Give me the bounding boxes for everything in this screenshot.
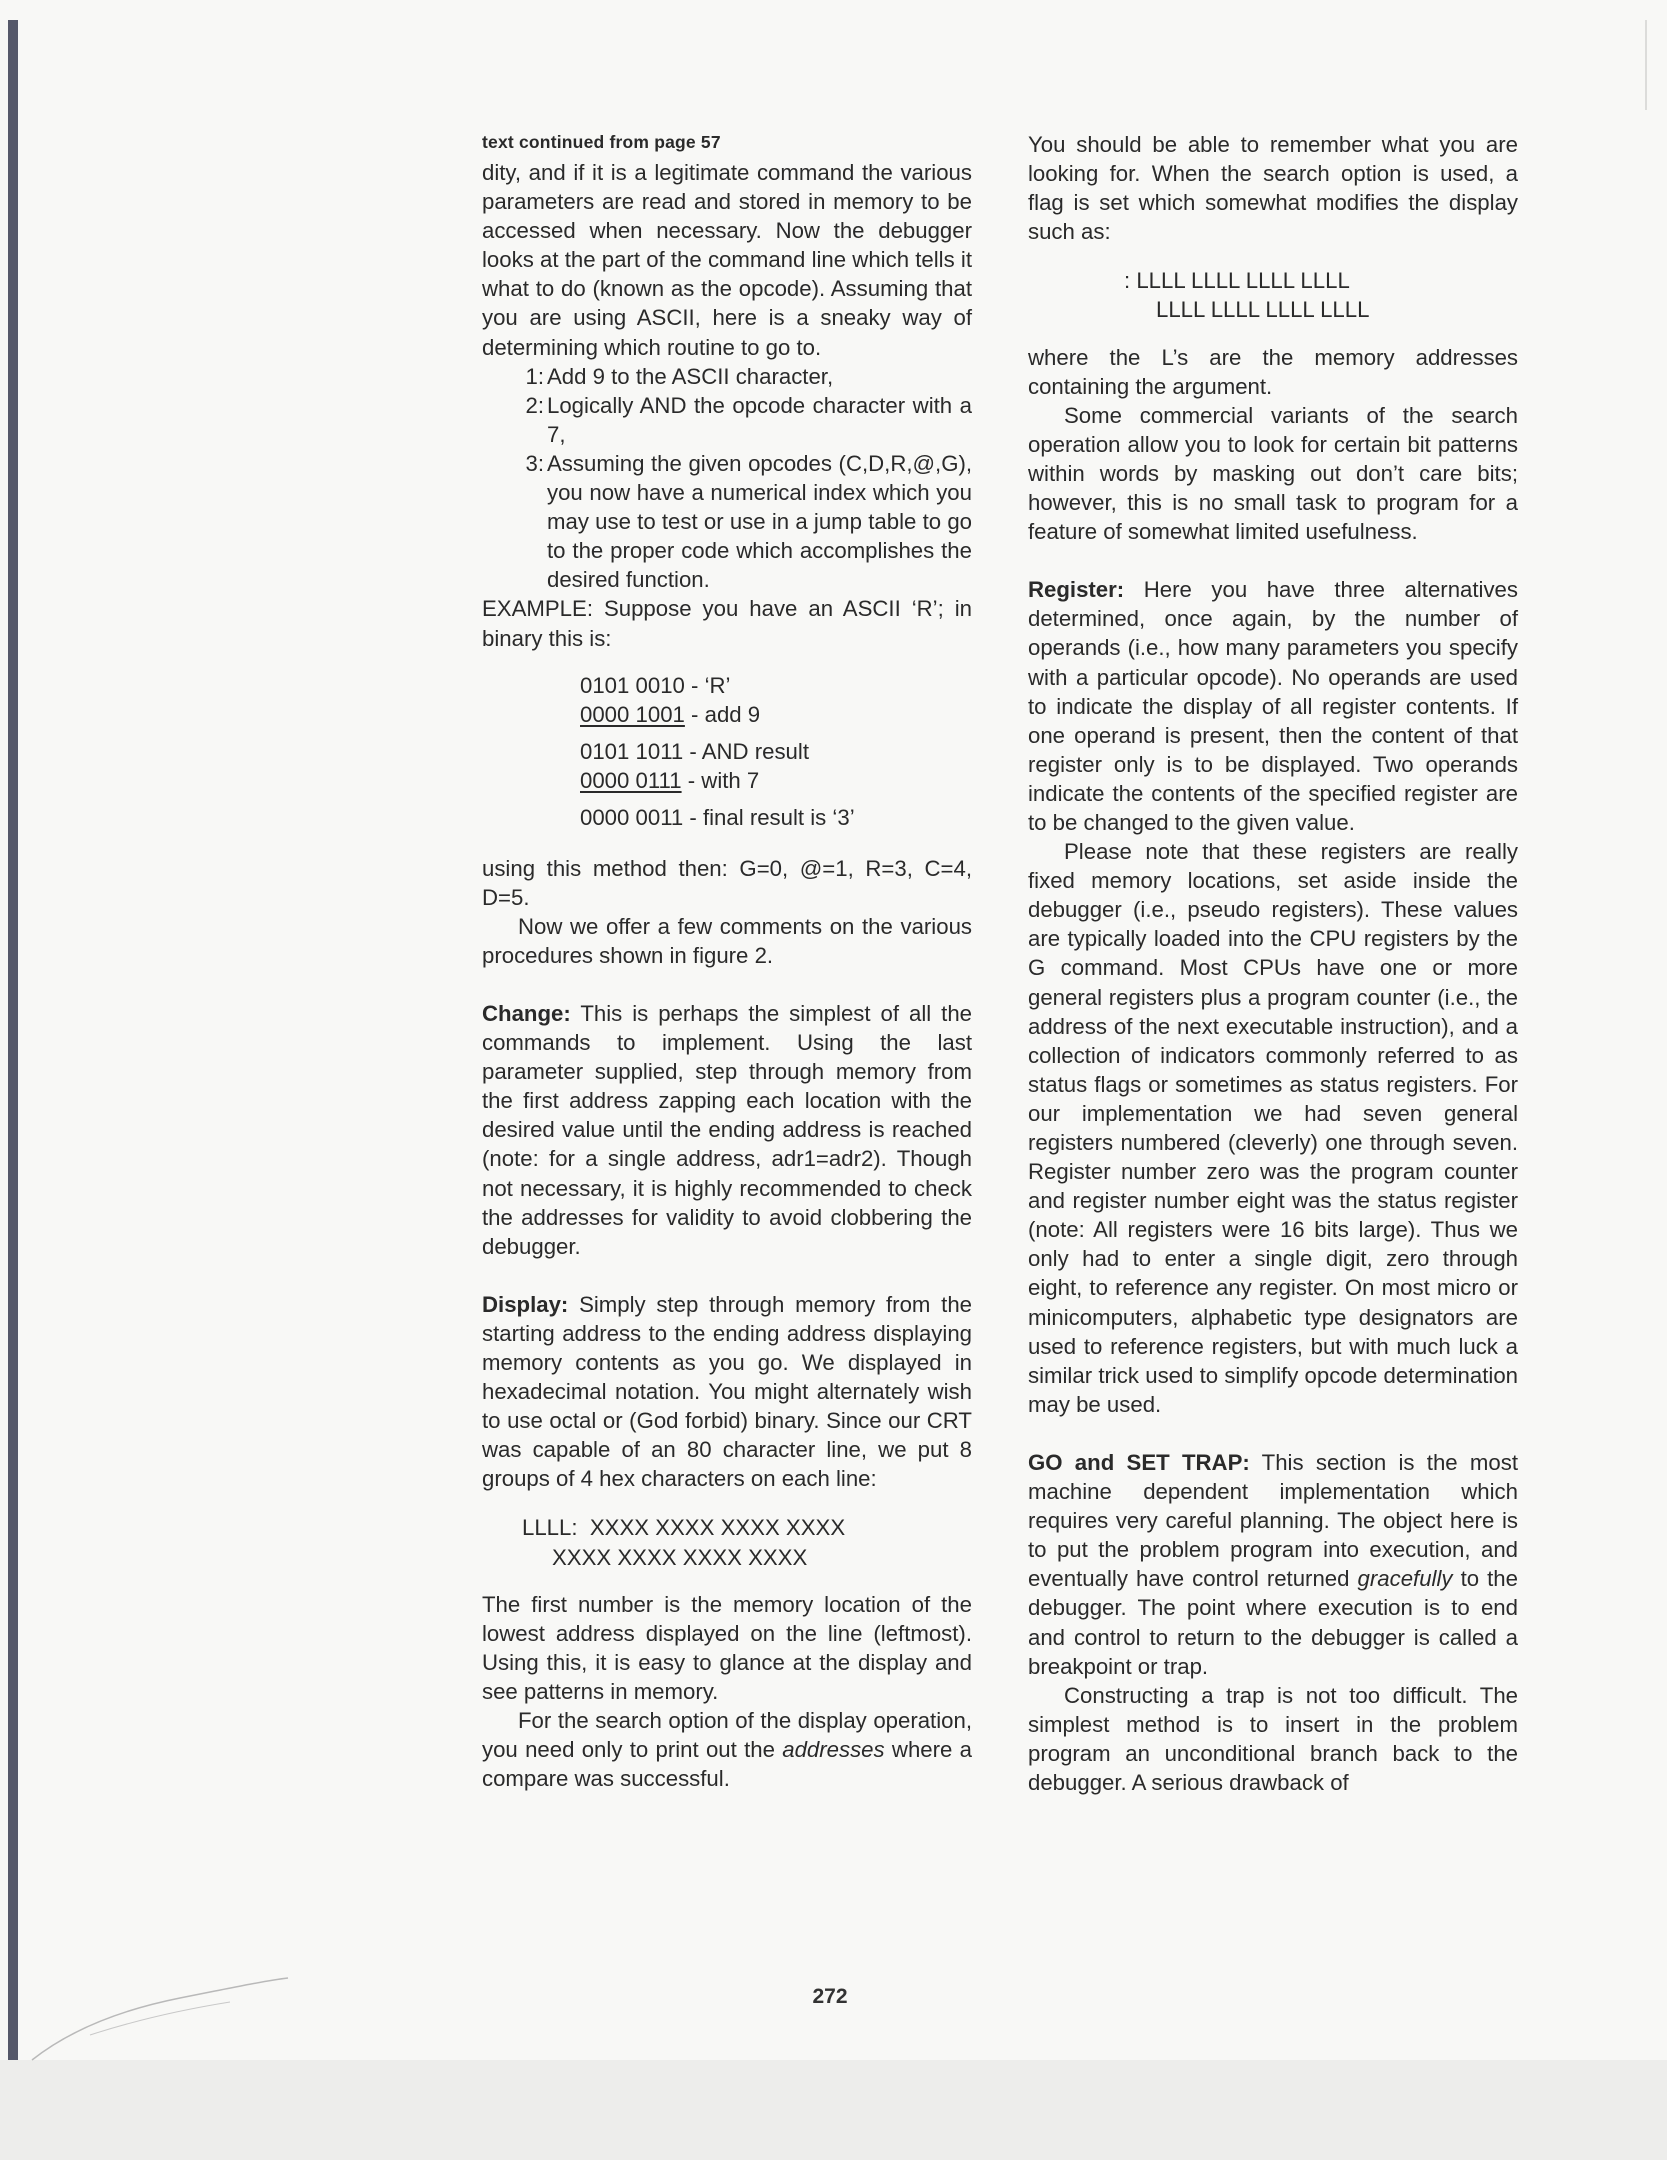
binding-edge bbox=[8, 20, 18, 2060]
change-paragraph: Change: This is perhaps the simplest of all the commands to implement. Using the last parameter supplied, step through memory from the first address zapping each location with the desired value until the ending address is reached (note: for a single address, adr1=adr2). Though not necessary, it is highly recommended to check the addresses for validity to avoid clobbering the debugger. bbox=[482, 1000, 972, 1259]
display-paragraph: Display: Simply step through memory from the starting address to the ending address displaying memory contents as you go. We displayed in hexadecimal notation. You might alternately wish to use octal or (God forbid) binary. Since our CRT was capable of an 80 character line, we put 8 groups of 4 hex characters on each line: bbox=[482, 1291, 972, 1492]
paragraph-opening: dity, and if it is a legitimate command the various parameters are read and stored in memory to be accessed when necessary. Now the debugger looks at the part of the command line which tells it what to do (known as the opcode). Assuming that you are using ASCII, here is a sneaky way of determining which routine to go to. bbox=[482, 160, 972, 360]
binary-row-and-result: 0101 1011 - AND result bbox=[580, 738, 809, 764]
list-item: 3: Assuming the given opcodes (C,D,R,@,G), you now have a numerical index which you may use to test or use in a jump table to go to the proper code which accomplishes the desired function. bbox=[525, 450, 972, 593]
list-item: 2: Logically AND the opcode character with a 7, bbox=[525, 392, 972, 447]
comments-paragraph: Now we offer a few comments on the various procedures shown in figure 2. bbox=[482, 913, 972, 968]
right-column bbox=[1028, 130, 1518, 1797]
go-trap-paragraph: GO and SET TRAP: This section is the most machine dependent implementation which requires very careful planning. The object here is to put the problem program into execution, and eventually have control returned gracefully to the debugger. The point where execution is to end and control to return to the debugger is called a breakpoint or trap. bbox=[1028, 1449, 1518, 1679]
pencil-scratch-mark bbox=[30, 1960, 290, 2070]
list-item: 1: Add 9 to the ASCII character, bbox=[525, 363, 834, 389]
pseudo-registers-paragraph: Please note that these registers are really fixed memory locations, set aside inside the debugger (i.e., pseudo registers). These values are typically loaded into the CPU registers by the G command. Most CPUs have one or more general registers plus a program counter (i.e., the address of the next executable instruction), and a collection of indicators commonly referred to as status flags or sometimes as status registers. For our implementation we had seven general registers numbered (cleverly) one through seven. Register number zero was the program counter and register number eight was the status register (note: All registers were 16 bits large). Thus we only had to enter a single digit, zero through eight, to reference any register. On most micro or minicomputers, alphabetic type designators are used to reference registers, but with much luck a similar trick used to simplify opcode determination may be used. bbox=[1028, 839, 1518, 1417]
binary-row-r: 0101 0010 - ‘R’ bbox=[580, 672, 731, 698]
binary-row-add9: 0000 1001 - add 9 bbox=[580, 701, 761, 727]
opcode-steps-list bbox=[482, 362, 972, 595]
binary-row-final: 0000 0011 - final result is ‘3’ bbox=[580, 804, 855, 830]
hex-display-format bbox=[522, 1513, 972, 1571]
left-column bbox=[482, 130, 972, 1793]
register-heading: Register: bbox=[1028, 577, 1125, 603]
method-paragraph: using this method then: G=0, @=1, R=3, C=4, D=5. bbox=[482, 855, 972, 910]
register-paragraph: Register: Here you have three alternatives determined, once again, by the number of operands (i.e., how many parameters you specify with a particular opcode). No operands are used to indicate the display of all register contents. If one operand is present, then the content of that register only is to be displayed. Two operands indicate the contents of the specified register are to be changed to the given value. bbox=[1028, 577, 1518, 835]
search-line-1: : LLLL LLLL LLLL LLLL bbox=[1124, 268, 1350, 294]
binary-row-with7: 0000 0111 - with 7 bbox=[580, 767, 760, 793]
page-number: 272 bbox=[812, 1985, 848, 2008]
search-line-2: LLLL LLLL LLLL LLLL bbox=[1156, 297, 1370, 323]
hex-line-2: XXXX XXXX XXXX XXXX bbox=[552, 1544, 808, 1570]
first-number-paragraph: The first number is the memory location of the lowest address displayed on the line (leftmost). Using this, it is easy to glance at the display and see patterns in memory. bbox=[482, 1591, 972, 1704]
commercial-variants-paragraph: Some commercial variants of the search operation allow you to look for certain bit patterns within words by masking out don’t care bits; however, this is no small task to program for a feature of somewhat limited usefulness. bbox=[1028, 402, 1518, 545]
search-display-format bbox=[1124, 266, 1518, 324]
example-paragraph: EXAMPLE: Suppose you have an ASCII ‘R’; in binary this is: bbox=[482, 596, 972, 651]
change-heading: Change: bbox=[482, 1000, 571, 1026]
remember-paragraph: You should be able to remember what you are looking for. When the search option is used, a flag is set which somewhat modifies the display such as: bbox=[1028, 132, 1518, 245]
binary-example bbox=[580, 671, 972, 832]
hex-line-1: LLLL: XXXX XXXX XXXX XXXX bbox=[522, 1515, 846, 1541]
go-trap-heading: GO and SET TRAP: bbox=[1028, 1449, 1250, 1475]
display-heading: Display: bbox=[482, 1291, 569, 1317]
constructing-trap-paragraph: Constructing a trap is not too difficult. The simplest method is to insert in the problem program an unconditional branch back to the debugger. A serious drawback of bbox=[1028, 1682, 1518, 1795]
page-edge-mark bbox=[1645, 20, 1647, 110]
continued-from-kicker: text continued from page 57 bbox=[482, 132, 721, 152]
search-option-paragraph: For the search option of the display operation, you need only to print out the addresses where a compare was successful. bbox=[482, 1708, 972, 1792]
where-paragraph: where the L’s are the memory addresses containing the argument. bbox=[1028, 344, 1518, 399]
